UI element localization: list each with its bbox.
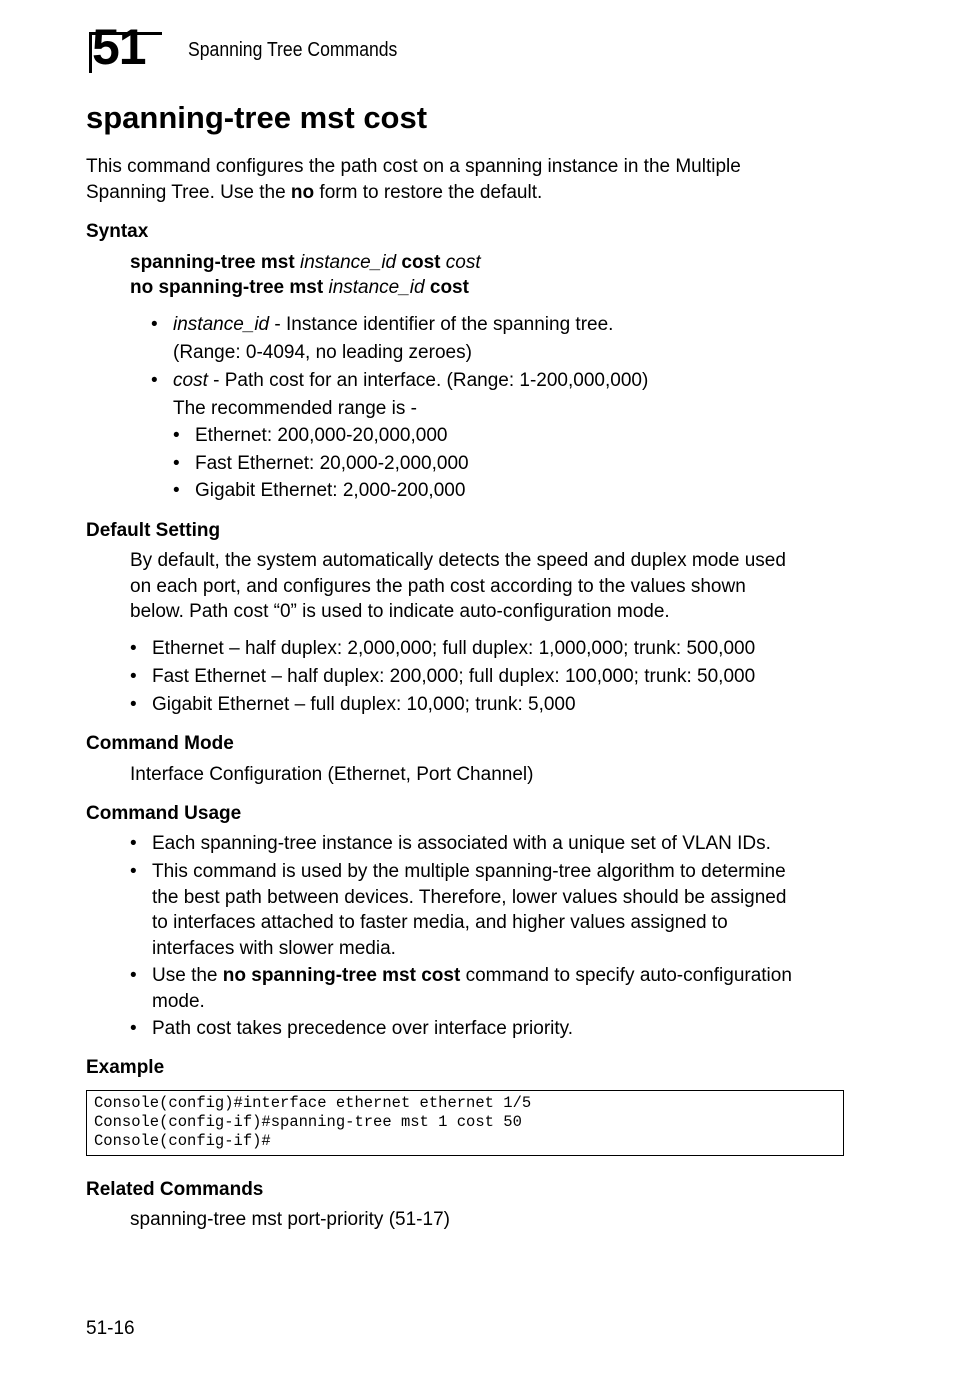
default-line-3: below. Path cost “0” is used to indicate auto-configuration mode. bbox=[130, 601, 670, 622]
bullet: • bbox=[151, 314, 158, 335]
syntax-line-1: spanning-tree mst instance_id cost cost bbox=[130, 252, 481, 273]
intro-paragraph bbox=[86, 154, 886, 205]
intro-line-2: Spanning Tree. Use the no form to restore the default. bbox=[86, 181, 543, 203]
bullet: • bbox=[130, 666, 137, 687]
command-usage-heading: Command Usage bbox=[86, 803, 242, 824]
bullet: • bbox=[173, 453, 180, 474]
sub-item-ethernet: Ethernet: 200,000-20,000,000 bbox=[195, 425, 448, 446]
bullet: • bbox=[130, 694, 137, 715]
bullet: • bbox=[173, 425, 180, 446]
code-line: Console(config-if)#spanning-tree mst 1 cost 50 bbox=[94, 1113, 522, 1131]
usage-item-3-cont: mode. bbox=[152, 990, 205, 1012]
page-title: spanning-tree mst cost bbox=[86, 100, 428, 135]
usage-item-3-line: Use the no spanning-tree mst cost command to specify auto-configuration bbox=[152, 965, 792, 986]
usage-item-2-line: This command is used by the multiple spanning-tree algorithm to determine bbox=[152, 861, 786, 882]
param-instance-id: instance_id - Instance identifier of the spanning tree. bbox=[173, 314, 614, 335]
sub-item-gigabit-ethernet: Gigabit Ethernet: 2,000-200,000 bbox=[195, 480, 466, 501]
chapter-number: 51 bbox=[92, 19, 146, 75]
command-mode-heading: Command Mode bbox=[86, 733, 234, 754]
syntax-line-2: no spanning-tree mst instance_id cost bbox=[130, 277, 469, 298]
default-line-1: By default, the system automatically detects the speed and duplex mode used bbox=[130, 550, 786, 571]
example-heading: Example bbox=[86, 1057, 165, 1078]
default-item-fast-ethernet: Fast Ethernet – half duplex: 200,000; full duplex: 100,000; trunk: 50,000 bbox=[152, 666, 756, 687]
usage-item-2-line: interfaces with slower media. bbox=[152, 937, 396, 959]
syntax-heading: Syntax bbox=[86, 221, 149, 242]
default-item-gigabit-ethernet: Gigabit Ethernet – full duplex: 10,000; trunk: 5,000 bbox=[152, 694, 576, 715]
page-number: 51-16 bbox=[86, 1318, 135, 1339]
default-line-2: on each port, and configures the path cost according to the values shown bbox=[130, 575, 746, 597]
related-command-link[interactable]: spanning-tree mst port-priority (51-17) bbox=[130, 1209, 450, 1230]
default-setting-paragraph bbox=[130, 548, 870, 625]
example-code-box bbox=[86, 1090, 844, 1156]
bullet: • bbox=[151, 370, 158, 391]
sub-item-fast-ethernet: Fast Ethernet: 20,000-2,000,000 bbox=[195, 453, 469, 474]
usage-item-4: Path cost takes precedence over interface priority. bbox=[152, 1018, 574, 1039]
bullet: • bbox=[130, 965, 137, 986]
usage-item-2-line: the best path between devices. Therefore, lower values should be assigned bbox=[152, 886, 787, 908]
default-item-ethernet: Ethernet – half duplex: 2,000,000; full duplex: 1,000,000; trunk: 500,000 bbox=[152, 638, 756, 659]
chapter-title: Spanning Tree Commands bbox=[188, 39, 398, 61]
intro-line-1: This command configures the path cost on a spanning instance in the Multiple bbox=[86, 156, 741, 177]
bullet: • bbox=[130, 861, 137, 882]
param-cost-recommended: The recommended range is - bbox=[173, 398, 417, 419]
default-setting-heading: Default Setting bbox=[86, 520, 221, 541]
code-line: Console(config)#interface ethernet ethernet 1/5 bbox=[94, 1094, 532, 1112]
param-instance-id-range: (Range: 0-4094, no leading zeroes) bbox=[173, 342, 472, 363]
usage-item-2 bbox=[152, 859, 872, 961]
param-cost: cost - Path cost for an interface. (Range: 1-200,000,000) bbox=[173, 370, 649, 391]
usage-item-2-line: to interfaces attached to faster media, and higher values assigned to bbox=[152, 912, 728, 933]
related-commands-heading: Related Commands bbox=[86, 1179, 264, 1200]
usage-item-1: Each spanning-tree instance is associated with a unique set of VLAN IDs. bbox=[152, 833, 771, 854]
code-line: Console(config-if)# bbox=[94, 1132, 271, 1150]
bullet: • bbox=[173, 480, 180, 501]
bullet: • bbox=[130, 833, 137, 854]
bullet: • bbox=[130, 1018, 137, 1039]
usage-item-3 bbox=[152, 963, 872, 1014]
command-mode-text: Interface Configuration (Ethernet, Port Channel) bbox=[130, 764, 534, 785]
bullet: • bbox=[130, 638, 137, 659]
